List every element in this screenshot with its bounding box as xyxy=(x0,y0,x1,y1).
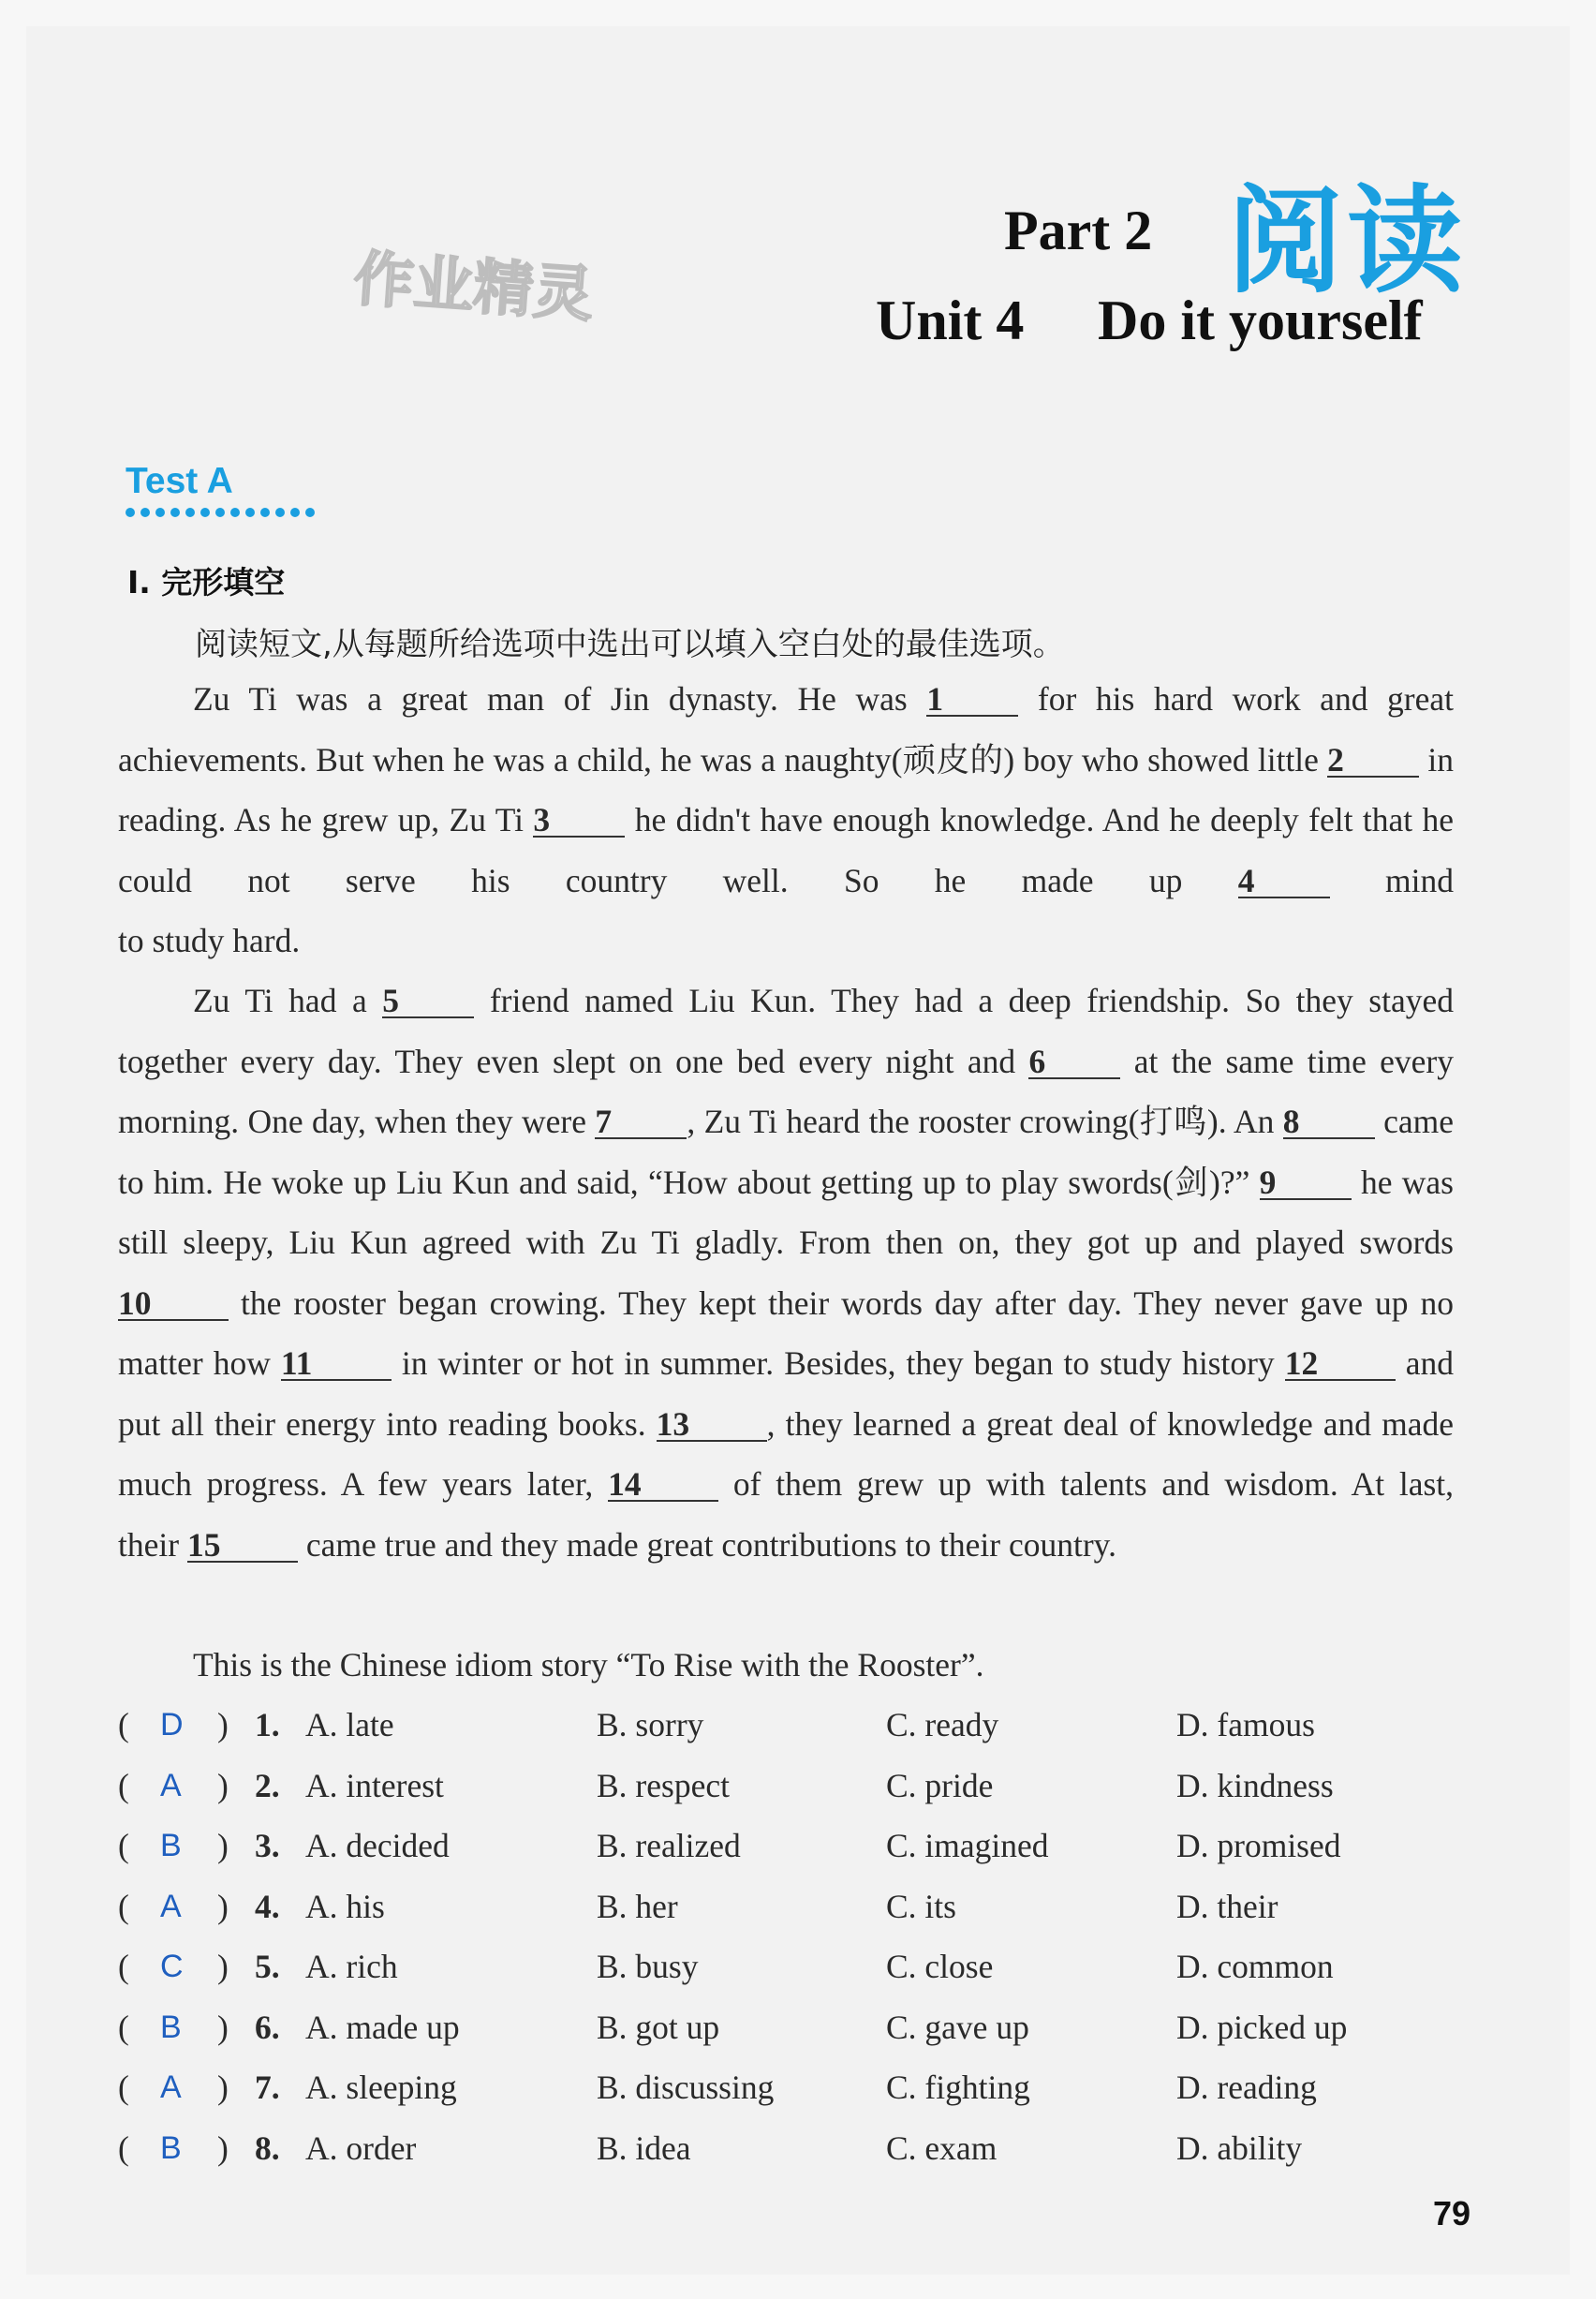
blank-2: 2 xyxy=(1327,744,1419,778)
answer-mark: A xyxy=(160,2069,182,2105)
paragraph-body: Zu Ti was a great man of Jin dynasty. He was 1 for his hard work and great achievements. But when he was a child, he was a naughty(顽皮的) boy who showed little 2 in reading. As he grew up, Zu Ti 3 he didn't have enough knowledge. And he deeply felt that he could not serve his country well. So he made up 4 mind xyxy=(118,680,1454,899)
question-row xyxy=(118,1876,1454,1937)
blank-5: 5 xyxy=(382,985,474,1018)
option-a: A. sleeping xyxy=(305,2069,457,2106)
answer-mark: B xyxy=(160,1828,182,1863)
passage-paragraph-1 xyxy=(118,669,1454,972)
paren-close: ) xyxy=(217,1827,229,1864)
option-d: D. common xyxy=(1176,1948,1334,1985)
paren-close: ) xyxy=(217,1887,229,1925)
blank-3: 3 xyxy=(533,804,625,838)
blank-6: 6 xyxy=(1028,1046,1120,1079)
page-number: 79 xyxy=(1433,2194,1471,2232)
paren-open: ( xyxy=(118,2069,129,2106)
option-a: A. decided xyxy=(305,1827,450,1864)
option-b: B. realized xyxy=(597,1827,741,1864)
answer-mark: B xyxy=(160,2129,182,2166)
option-a: A. interest xyxy=(305,1766,444,1804)
question-number: 3. xyxy=(255,1827,280,1864)
blank-10: 10 xyxy=(118,1287,229,1321)
option-a: A. his xyxy=(305,1887,385,1925)
option-c: C. fighting xyxy=(886,2069,1030,2106)
paren-open: ( xyxy=(118,1706,129,1743)
blank-15: 15 xyxy=(187,1529,298,1563)
instruction: 阅读短文,从每题所给选项中选出可以填入空白处的最佳选项。 xyxy=(195,626,1065,663)
option-c: C. exam xyxy=(886,2128,998,2167)
option-c: C. its xyxy=(886,1887,956,1925)
paren-close: ) xyxy=(217,2008,229,2046)
option-b: B. idea xyxy=(597,2128,691,2167)
unit-number: Unit 4 xyxy=(876,289,1025,351)
option-a: A. late xyxy=(305,1706,394,1743)
option-c: C. ready xyxy=(886,1706,999,1743)
question-number: 1. xyxy=(255,1706,280,1743)
question-row xyxy=(118,1936,1454,1997)
paren-open: ( xyxy=(118,1948,129,1985)
blank-8: 8 xyxy=(1283,1105,1375,1139)
paragraph-tail: to study hard. xyxy=(118,922,301,959)
answer-mark: C xyxy=(160,1949,184,1984)
option-d: D. famous xyxy=(1176,1706,1315,1743)
blank-12: 12 xyxy=(1285,1347,1396,1381)
option-a: A. made up xyxy=(305,2008,460,2046)
watermark: 作业精灵 xyxy=(351,245,596,331)
option-c: C. gave up xyxy=(886,2008,1029,2046)
question-list xyxy=(118,1695,1454,2178)
question-row xyxy=(118,2118,1454,2179)
passage-closing-line: This is the Chinese idiom story “To Rise with the Rooster”. xyxy=(193,1646,984,1683)
blank-4: 4 xyxy=(1238,865,1330,898)
paren-close: ) xyxy=(217,1766,229,1804)
question-number: 8. xyxy=(255,2128,280,2167)
question-row xyxy=(118,1997,1454,2058)
option-d: D. their xyxy=(1176,1887,1278,1925)
section-title-chinese: 阅读 xyxy=(1227,174,1468,309)
test-label-underline xyxy=(126,508,315,517)
blank-9: 9 xyxy=(1260,1166,1352,1200)
unit-title: Do it yourself xyxy=(1098,289,1423,351)
paren-close: ) xyxy=(217,1706,229,1743)
option-d: D. promised xyxy=(1176,1827,1341,1864)
section-heading: Ⅰ. 完形填空 xyxy=(127,564,286,601)
answer-mark: A xyxy=(160,1888,182,1924)
option-c: C. pride xyxy=(886,1766,994,1804)
answer-mark: A xyxy=(160,1767,182,1803)
answer-mark: B xyxy=(160,2009,182,2045)
option-a: A. order xyxy=(305,2128,417,2167)
question-row xyxy=(118,1756,1454,1817)
blank-14: 14 xyxy=(608,1468,718,1502)
question-row xyxy=(118,1695,1454,1756)
option-b: B. busy xyxy=(597,1948,699,1985)
paren-close: ) xyxy=(217,2128,229,2167)
paren-open: ( xyxy=(118,1887,129,1925)
option-d: D. picked up xyxy=(1176,2008,1348,2046)
option-c: C. close xyxy=(886,1948,994,1985)
paren-open: ( xyxy=(118,2008,129,2046)
option-b: B. sorry xyxy=(597,1706,704,1743)
blank-1: 1 xyxy=(926,683,1018,717)
option-c: C. imagined xyxy=(886,1827,1049,1864)
paragraph-tail: their 15 came true and they made great contributions to their country. xyxy=(118,1525,1116,1564)
part-label: Part 2 xyxy=(1004,200,1153,261)
question-number: 6. xyxy=(255,2008,280,2046)
question-number: 2. xyxy=(255,1766,280,1804)
option-b: B. got up xyxy=(597,2008,720,2046)
question-row xyxy=(118,2057,1454,2118)
answer-mark: D xyxy=(160,1707,184,1743)
blank-11: 11 xyxy=(281,1347,392,1381)
option-a: A. rich xyxy=(305,1948,398,1985)
option-b: B. respect xyxy=(597,1766,730,1804)
passage-paragraph-2 xyxy=(118,971,1454,1575)
paren-open: ( xyxy=(118,1827,129,1864)
blank-7: 7 xyxy=(595,1105,687,1139)
paren-open: ( xyxy=(118,2128,129,2167)
paren-close: ) xyxy=(217,1948,229,1985)
option-b: B. her xyxy=(597,1887,678,1925)
paragraph-body: Zu Ti had a 5 friend named Liu Kun. They had a deep friendship. So they stayed together every day. They even slept on one bed every night and 6 at the same time every morning. One day, when they were 7 , Zu Ti heard the rooster crowing(打鸣). An 8 came to him. He woke up Liu Kun and said, “How about getting up to play swords(剑)?” 9 he was still sleepy, Liu Kun agreed with Zu Ti gladly. From then on, they got up and played swords 10 the rooster began crowing. They kept their words day after day. They never gave up no matter how 11 in winter or hot in summer. Besides, they began to study history 12 and put all their energy into reading books. 13 , they learned a great deal of knowledge and made much progress. A few years later, 14 of them grew up with talents and wisdom. At last, xyxy=(118,982,1455,1503)
question-number: 7. xyxy=(255,2069,280,2106)
option-d: D. kindness xyxy=(1176,1766,1334,1804)
blank-13: 13 xyxy=(657,1408,767,1442)
question-number: 5. xyxy=(255,1948,280,1985)
test-label: Test A xyxy=(126,461,233,501)
paren-open: ( xyxy=(118,1766,129,1804)
option-b: B. discussing xyxy=(597,2069,775,2106)
question-row xyxy=(118,1816,1454,1876)
option-d: D. ability xyxy=(1176,2128,1303,2167)
question-number: 4. xyxy=(255,1887,280,1925)
option-d: D. reading xyxy=(1176,2069,1317,2106)
paren-close: ) xyxy=(217,2069,229,2106)
